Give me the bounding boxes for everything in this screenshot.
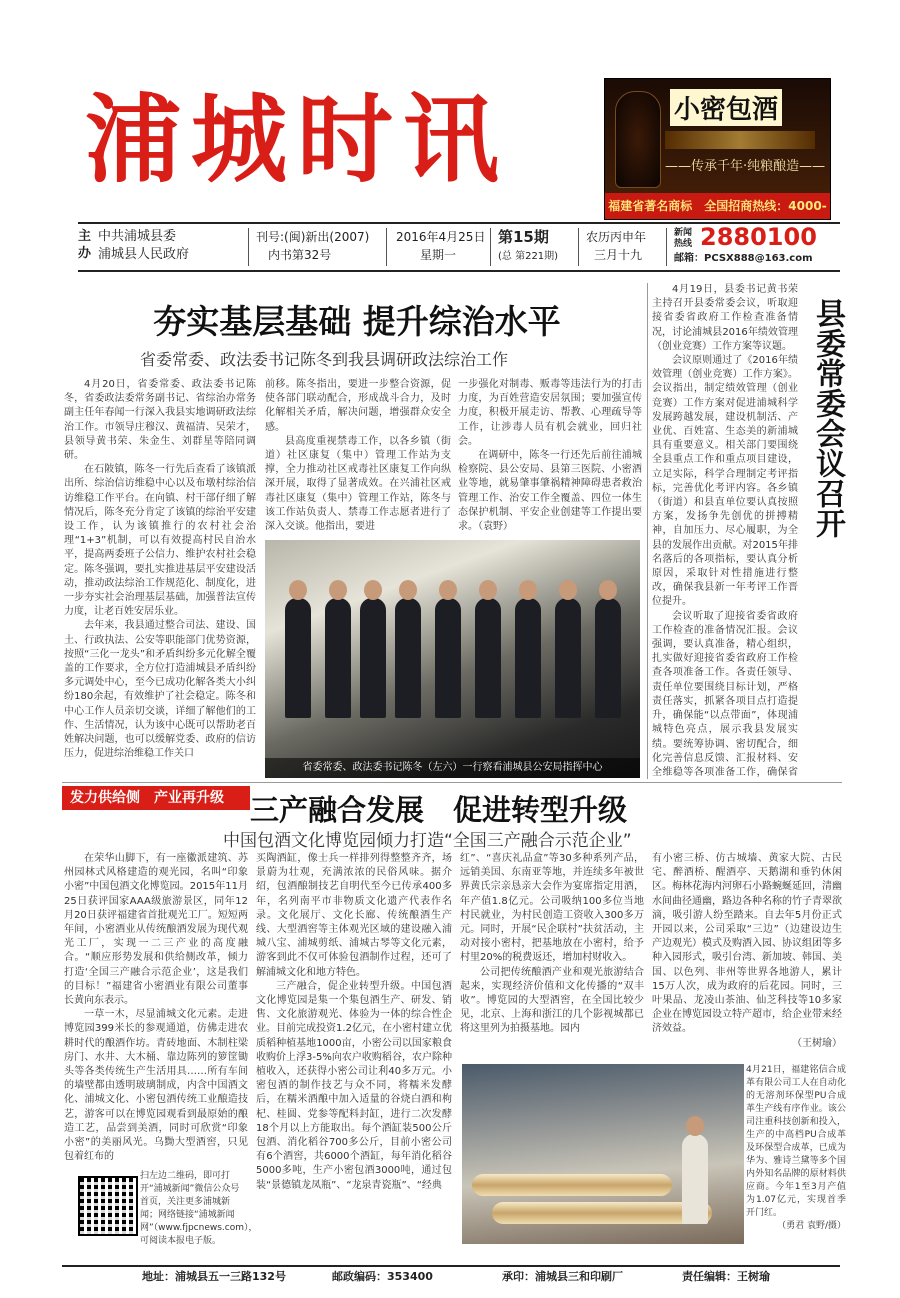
lunar-year: 农历丙申年 xyxy=(586,230,647,244)
qr-description: 扫左边二维码，即可打开“浦城新闻”微信公众号首页，关注更多浦城新闻；网络链接“浦城新闻网”（www.fjpcnews.com），可阅读本报电子版。 xyxy=(140,1171,258,1246)
person-figure xyxy=(325,598,351,718)
person-figure xyxy=(515,598,541,718)
issue-date: 2016年4月25日 xyxy=(396,230,486,244)
sponsor-2: 浦城县人民政府 xyxy=(98,247,190,262)
photo-command-center[interactable] xyxy=(265,540,640,778)
person-figure xyxy=(395,598,421,718)
story1-col1 xyxy=(64,378,256,780)
photo-factory[interactable] xyxy=(462,1064,744,1244)
story3-p4: 三产融合，促企业转型升级。中国包酒文化博览园是集一个集包酒生产、研发、销售、文化旅游观光、体验为一体的综合性企业。目前完成投资1.2亿元，在小密村建立优质稻种植基地1000亩，小密公司以国家粮食收购价上浮3-5%向农户收购稻谷，农户除种植收入，还获得小密公司让利40多万元。小密包酒的制作技艺与众不同，将糯米发酵后，在糯米酒酿中加入适量的谷烧白酒和枸杞、桂圆、党参等配料封缸，进行二次发酵18个月以上方能取出。每个酒缸装500公斤包酒、消化稻谷700多公斤，目前小密公司有6个酒窖，共6000个酒缸，每年消化稻谷5000多吨，生产小密包酒3000吨，通过包装“景德镇龙凤瓶”、“龙泉青瓷瓶”、“经典 xyxy=(256,980,452,1191)
photo2-text: 4月21日，福建铭信合成革有限公司工人在自动化的无溶剂环保型PU合成革生产线有序作业。该公司注重科技创新和投入，生产的中高档PU合成革及环保型合成革，已成为华为、雅诗兰黛等多个国内外知名品牌的原材料供应商。今年1至3月产值为1.07亿元，实现首季开门红。 xyxy=(746,1065,846,1218)
story3-col4 xyxy=(652,852,842,1058)
photo-caption: 省委常委、政法委书记陈冬（左六）一行察看浦城县公安局指挥中心 xyxy=(265,758,640,778)
column-rule xyxy=(647,283,648,779)
story1-col3 xyxy=(458,378,642,536)
story2-p3: 会议听取了迎接省委省政府工作检查的准备情况汇报。会议强调，要认真准备，精心组织，扎实做好迎接省委省政府工作检查各项准备工作。各责任领导、责任单位要围绕目标计划，严格责任落实，抓紧各项目点打造提升，确保能“以点带面”，体现浦城特色亮点，展示我县发展实绩。要统筹协调、密切配合，细化完善信息反馈、汇报材料、安全维稳等各项准备工作，确保省 xyxy=(652,610,798,778)
issue-total: (总 第221期) xyxy=(498,251,559,262)
divider xyxy=(490,228,491,266)
photo2-caption xyxy=(746,1064,846,1233)
person-figure xyxy=(475,598,501,718)
story1-p5: 县高度重视禁毒工作，以各乡镇（街道）社区康复（集中）管理工作站为支撑，全力推动社区戒毒社区康复工作向纵深开展，取得了显著成效。在兴浦社区戒毒社区康复（集中）管理工作站，陈冬与该工作站负责人、禁毒工作志愿者进行了深入交谈。他指出，要进 xyxy=(265,435,451,533)
subhead-3: 中国包酒文化博览园倾力打造“全国三产融合示范企业” xyxy=(223,831,632,851)
story3-col1 xyxy=(64,852,248,1164)
divider xyxy=(248,228,249,266)
story3-p5: 红”、“喜庆礼品盒”等30多种系列产品，远销美国、东南亚等地，并连续多年被世界黄氏宗亲恳亲大会作为宴席指定用酒，年产值1.8亿元。公司吸纳100多位当地村民就业，为村民创造工资收入300多万元。同时，开展“民企联村”扶贫活动，主动对接小密村，把基地放在小密村，给予村里20%的税费返还，增加村财收入。 xyxy=(460,853,644,964)
story3-col3 xyxy=(460,852,644,1058)
person-figure xyxy=(555,598,581,718)
story3-p1: 在荣华山脚下，有一座徽派建筑、苏州园林式风格建造的观光园，名叫“印象小密”中国包酒文化博览园。2015年11月25日获评国家AAA级旅游景区，同年12月20日获评福建省首批观光工厂。短短两年间，小密酒业从传统酿酒发展为现代观光工厂，实现一二三产业的高度融合。“顺应形势发展和供给侧改革，倾力打造‘全国三产融合示范企业’，这是我们的目标！”福建省小密酒业有限公司董事长黄向东表示。 xyxy=(64,853,248,1007)
liquor-advertisement[interactable] xyxy=(604,78,831,220)
photo2-credit: （勇君 袁野/摄） xyxy=(777,1221,846,1231)
headline-3: 三产融合发展 促进转型升级 xyxy=(250,793,628,827)
story3-p2: 一草一木，尽显浦城文化元素。走进博览园399米长的参观通道，仿佛走进农耕时代的酿酒作坊。青砖地面、木制柱梁房门、水井、大木桶、靠边陈列的箩筐锄头等各类传统生产生活用具……所有车间的墙壁都由透明玻璃制成，内含中国酒文化、浦城文化、小密包酒传统工业酿造技艺，游客可以在博览园观看到最原始的酿造工艺，品尝到美酒，同时可欣赏“印象小密”的美丽风光。乌黝大型酒窖，只见包着红布的 xyxy=(64,1009,248,1163)
story2-p1: 4月19日，县委书记黄书荣主持召开县委常委会议，听取迎接省委省政府工作检查准备情况，讨论浦城县2016年绩效管理（创业竞赛）工作方案等议题。 xyxy=(652,284,798,352)
story2-p2: 会议原则通过了《2016年绩效管理（创业竞赛）工作方案》。会议指出，制定绩效管理（创业竞赛）工作方案对促进浦城科学发展跨越发展，建设机制活、产业优、百姓富、生态美的新浦城具有重要意义。相关部门要围绕全县重点工作和重点项目建设，立足实际，科学合理制定考评指标，完善优化考评内容。各乡镇（街道）和县直单位要认真按照方案，发扬争先创优的拼搏精神，自加压力、尽心履职，为全县的发展作出贡献。对2015年排名落后的各项指标，要认真分析原因，采取针对性措施进行整改，确保我县新一年考评工作晋位提升。 xyxy=(652,355,798,608)
issue-weekday: 星期一 xyxy=(420,248,457,262)
qr-code[interactable] xyxy=(78,1176,138,1236)
story3-col2 xyxy=(256,852,452,1252)
person-figure xyxy=(360,598,386,718)
story1-p3: 去年来，我县通过整合司法、建设、国土、行政执法、公安等职能部门优势资源，按照“三化一龙头”和矛盾纠纷多元化解全覆盖的工作要求，全方位打造浦城县矛盾纠纷多元调处中心，至今已成功化解各类大小纠纷180余起，有效维护了社会稳定。陈冬和中心工作人员亲切交谈，详细了解他们的工作、生活情况，认为该中心既可以帮助老百姓解决问题，也可以缓解党委、政府的信访压力，促进综治维稳工作关口 xyxy=(64,620,256,760)
footer-address: 地址：浦城县五一三路132号 xyxy=(142,1270,286,1283)
masthead-infobar xyxy=(78,222,840,272)
ad-slogan: ——传承千年·纯粮酿造—— xyxy=(665,159,826,174)
subhead-1: 省委常委、政法委书记陈冬到我县调研政法综治工作 xyxy=(140,350,509,369)
fabric-roll xyxy=(472,1174,672,1196)
issn: 刊号:(闽)新出(2007) xyxy=(256,230,370,244)
footer-printer: 承印：浦城县三和印刷厂 xyxy=(502,1270,623,1283)
lunar-day: 三月十九 xyxy=(594,248,643,262)
issue-number: 第15期 xyxy=(498,228,549,246)
wheat-decoration xyxy=(665,131,815,149)
headline-2-vertical: 县委常委会议召开 xyxy=(810,298,845,538)
headline-1: 夯实基层基础 提升综治水平 xyxy=(153,302,561,341)
person-figure xyxy=(435,598,461,718)
sponsor-label: 主办 xyxy=(78,229,92,261)
email: 邮箱：PCSX888@163.com xyxy=(674,253,813,264)
section-band: 发力供给侧 产业再升级 xyxy=(62,786,250,810)
ad-brand: 小密包酒 xyxy=(670,89,782,126)
hotline-label: 新闻热线 xyxy=(674,228,693,249)
masthead-title: 浦城时讯 xyxy=(85,83,509,196)
story3-p8: （王树瑜） xyxy=(792,1037,842,1049)
divider xyxy=(666,228,667,266)
person-figure xyxy=(285,598,311,718)
person-figure xyxy=(595,598,621,718)
story1-p7: 在调研中，陈冬一行还先后前往浦城检察院、县公安局、县第三医院、小密酒业等地，就易肇事肇祸精神障碍患者救治管理工作、治安工作全覆盖、四位一体生态保护机制、平安企业创建等工作提出要求。（袁野） xyxy=(458,450,642,533)
footer-editor: 责任编辑：王树瑜 xyxy=(682,1270,770,1283)
story3-p3: 买陶酒缸，像士兵一样排列得整整齐齐，场景蔚为壮观，充满浓浓的民俗风味。据介绍，包酒酿制技艺自明代至今已传承400多年，名列南平市非物质文化遗产代表作名录。文化展厅、文化长廊、传统酿酒生产线、大型酒窖等主体观光区域的建设融入浦城八宝、浦城剪纸、浦城古琴等文化元素，游客到此不仅可体验包酒制作过程，还可了解浦城文化和地方特色。 xyxy=(256,853,452,978)
footer-zip: 邮政编码：353400 xyxy=(332,1270,433,1283)
story1-p1: 4月20日，省委常委、政法委书记陈冬，省委政法委常务副书记、省综治办常务副主任年春闻一行深入我县实地调研政法综治工作。市领导庄穆汉、黄福清、吴荣才，县领导黄书荣、朱金生、刘群星等陪同调研。 xyxy=(64,379,256,462)
footer xyxy=(62,1265,840,1287)
story1-p2: 在石陂镇，陈冬一行先后查看了该镇派出所、综治信访维稳中心以及布墩村综治信访维稳工作平台。在向镇、村干部仔细了解情况后，陈冬充分肯定了该镇的综治平安建设工作，认为该镇推行的农村社会治理“1+3”机制，可以有效提高村民自治水平，提高两委班子公信力、维护农村社会稳定。陈冬强调，要扎实推进基层平安建设活动，推动政法综治工作规范化、制度化，进一步夯实社会治理基层基础，加强普法宣传力度，让老百姓安居乐业。 xyxy=(64,464,256,618)
issn-2: 内书第32号 xyxy=(268,248,332,262)
worker-figure xyxy=(682,1134,708,1224)
fabric-roll xyxy=(492,1202,712,1224)
section-rule xyxy=(62,782,842,783)
hotline-number: 2880100 xyxy=(700,223,817,251)
sponsor-1: 中共浦城县委 xyxy=(98,229,177,244)
story3-p6: 公司把传统酿酒产业和观光旅游结合起来，实现经济价值和文化传播的“双丰收”。博览园的大型酒窖，在全国比较少见，北京、上海和浙江的几个影视城都已将这里列为拍摄基地。园内 xyxy=(460,966,644,1035)
story2-text xyxy=(652,283,798,779)
bottle-icon xyxy=(615,91,661,188)
divider xyxy=(578,228,579,266)
story1-p6: 一步强化对制毒、贩毒等违法行为的打击力度，为百姓营造安居氛围；要加强宣传力度，积极开展走访、帮教、心理疏导等工作，让涉毒人员有机会就业，回归社会。 xyxy=(458,379,642,447)
ad-hotline: 福建省著名商标 全国招商热线：4000- xyxy=(605,193,830,219)
story3-p7: 有小密三桥、仿古城墙、黄家大院、古民宅、醉酒桥、醒酒亭、天鹅湖和垂钓休闲区。梅林花海内河卵石小路蜿蜒延回，清幽水间曲径通幽，路边各种名称的竹子青翠欲滴，吸引游人纷至踏来。自去年5月份正式开园以来，公司采取“三边”（边建设边生产边观光）模式及购酒入园、协议组团等多种入园形式，吸引台湾、新加坡、韩国、美国、以色列、非州等世界各地游人，累计15万人次，成为政府的后花园。同时，三叶果品、龙凌山茶油、仙芝科技等10多家企业在博览园设立特产超市，给企业带来经济效益。 xyxy=(652,853,842,1035)
divider xyxy=(386,228,387,266)
story1-col2 xyxy=(265,378,451,536)
story1-p4: 前移。陈冬指出，要进一步整合资源，促使各部门联动配合，形成战斗合力，及时化解相关矛盾，解决问题，增强群众安全感。 xyxy=(265,379,451,433)
